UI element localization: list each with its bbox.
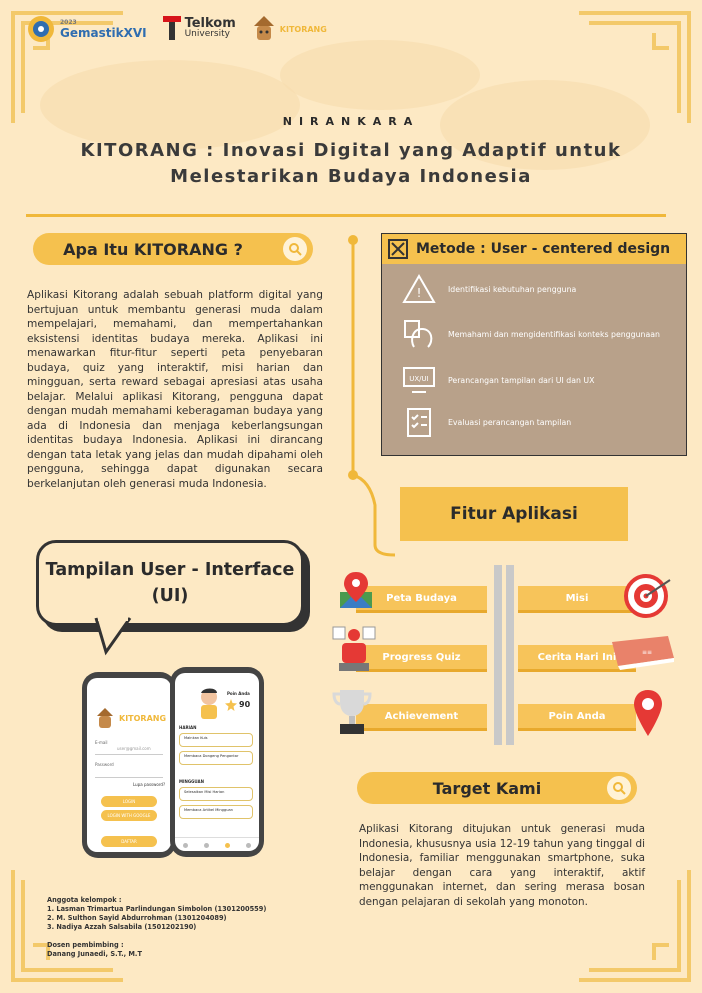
target-text: Aplikasi Kitorang ditujukan untuk generasi muda Indonesia, khususnya usia 12-19 tahun yang tinggal di Indonesia, familiar menggunakan smartphone, suka belajar dengan cara yang interaktif, aktif menggunakan internet, dan sering merasa bosan dengan pelajaran di sekolah yang monoton. <box>359 823 645 908</box>
corner-ornament-top-right <box>574 8 694 128</box>
kitorang-name: KITORANG <box>279 24 327 34</box>
kitorang-mascot-icon <box>252 14 276 44</box>
feature-label: Cerita Hari Ini <box>537 651 617 663</box>
feature-misi <box>518 586 636 613</box>
team-name: NIRANKARA <box>282 115 420 128</box>
kitorang-mascot-icon <box>95 706 115 730</box>
nav-map-icon[interactable] <box>204 843 209 848</box>
nav-mission-icon[interactable] <box>225 843 230 848</box>
mission-card[interactable]: Selesaikan Misi Harian <box>179 787 253 801</box>
svg-text:≡≡: ≡≡ <box>642 649 653 656</box>
mission-card[interactable]: Mainkan Kuis <box>179 733 253 747</box>
alert-user-icon <box>402 274 436 304</box>
metode-step-label: Identifikasi kebutuhan pengguna <box>448 284 577 294</box>
daily-section: HARIAN <box>179 725 197 730</box>
ui-heading-line-1: Tampilan User - Interface <box>45 560 295 580</box>
metode-steps-box <box>381 264 687 456</box>
feature-label: Peta Budaya <box>386 592 457 604</box>
logo-row <box>26 14 327 44</box>
member-item: 3. Nadiya Azzah Salsabila (1501202190) <box>47 923 197 931</box>
google-login-button[interactable]: LOGIN WITH GOOGLE <box>101 810 157 821</box>
feature-label: Poin Anda <box>548 710 606 722</box>
gemastik-emblem-icon <box>26 14 56 44</box>
trophy-icon <box>332 688 372 736</box>
kitorang-logo <box>252 14 327 44</box>
telkom-name: Telkom <box>184 16 236 31</box>
checklist-icon <box>402 407 436 437</box>
feature-label: Progress Quiz <box>382 651 461 663</box>
email-label: E-mail <box>95 740 108 745</box>
metode-heading: Metode : User - centered design <box>416 241 671 257</box>
about-text: Aplikasi Kitorang adalah sebuah platform digital yang bertujuan untuk membantu generasi muda dalam mempelajari, memahami, dan mempertahankan eksistensi identitas budaya mereka. Aplikasi ini menawarkan fitur-fitur seperti peta penyebaran budaya, quiz yang interaktif, misi harian dan mingguan, serta reward sebagai apresiasi atas usaha belajar. Melalui aplikasi Kitorang, pengguna dapat dengan mudah memahami keberagaman budaya yang ada di Indonesia dan menjaga keberlangsungan identitas budaya Indonesia. Aplikasi ini dirancang dengan tata letak yang jelas dan mudah dipahami oleh pengguna, sehingga dapat digunakan secara berkelanjutan oleh generasi muda Indonesia. <box>27 289 323 490</box>
map-pin-icon <box>336 570 376 612</box>
phone-missions <box>170 667 264 857</box>
weekly-section: MINGGUAN <box>179 779 204 784</box>
gemastik-logo <box>26 14 147 44</box>
avatar-icon <box>195 687 223 719</box>
title-line-1: KITORANG : Inovasi Digital yang Adaptif untuk <box>80 140 622 161</box>
bubble-tail <box>90 616 140 656</box>
mission-card[interactable]: Membaca Artikel Mingguan <box>179 805 253 819</box>
password-field[interactable] <box>95 768 163 778</box>
feature-label: Misi <box>565 592 589 604</box>
gemastik-year: 2023 <box>60 18 77 26</box>
about-heading-pill <box>33 233 313 265</box>
nav-profile-icon[interactable] <box>246 843 251 848</box>
search-icon <box>607 776 631 800</box>
svg-text:!: ! <box>416 286 422 300</box>
search-icon <box>283 237 307 261</box>
about-heading: Apa Itu KITORANG ? <box>63 239 243 259</box>
advisor-name: Danang Junaedi, S.T., M.T <box>47 950 142 958</box>
phone-login-screen <box>87 678 171 852</box>
advisor-heading: Dosen pembimbing : <box>47 941 124 949</box>
bottom-nav <box>175 837 259 851</box>
title-line-2: Melestarikan Budaya Indonesia <box>170 166 532 187</box>
head-document-icon <box>402 319 436 349</box>
feature-achievement <box>356 704 487 731</box>
metode-step <box>402 365 594 395</box>
points-value: 90 <box>239 700 251 709</box>
telkom-logo <box>163 16 236 42</box>
quiz-robot-icon <box>331 625 377 673</box>
email-field[interactable]: user@gmail.com <box>95 746 163 755</box>
mission-card[interactable]: Membaca Dongeng Pengantar <box>179 751 253 765</box>
member-item: 1. Lasman Trimartua Parlindungan Simbolon (1301200559) <box>47 905 267 913</box>
title-divider <box>26 214 666 217</box>
target-heading: Target Kami <box>432 778 542 798</box>
monitor-ux-ui-icon <box>402 365 436 395</box>
poster-title <box>60 138 642 190</box>
telkom-emblem-icon <box>163 16 181 42</box>
metode-step <box>402 407 571 437</box>
members-block <box>47 896 266 959</box>
location-pin-icon <box>632 688 664 738</box>
phone-missions-screen <box>175 673 259 851</box>
login-button[interactable]: LOGIN <box>101 796 157 807</box>
password-label: Password <box>95 762 114 767</box>
gemastik-name: GemastikXVI <box>60 25 147 40</box>
telkom-sub: University <box>184 29 230 39</box>
uxui-label: UX/UI <box>409 375 429 383</box>
app-brand: KITORANG <box>119 714 167 723</box>
metode-step <box>402 274 576 304</box>
ui-heading-bubble <box>36 540 304 626</box>
metode-step <box>402 319 660 349</box>
points-label: Poin Anda <box>227 691 250 696</box>
close-box-icon <box>388 239 408 259</box>
ui-heading-line-2: (UI) <box>151 586 189 606</box>
members-heading: Anggota kelompok : <box>47 896 122 904</box>
metode-step-label: Evaluasi perancangan tampilan <box>448 417 572 427</box>
feature-post <box>494 565 502 745</box>
feature-post <box>506 565 514 745</box>
metode-step-label: Perancangan tampilan dari UI dan UX <box>448 375 595 385</box>
feature-poin-anda <box>518 704 636 731</box>
star-icon <box>225 699 237 711</box>
fitur-heading-box <box>400 487 628 541</box>
register-button[interactable]: DAFTAR <box>101 836 157 847</box>
map-shape <box>280 40 480 110</box>
forgot-password-link[interactable]: Lupa password? <box>133 782 166 787</box>
book-icon <box>608 632 678 672</box>
feature-label: Achievement <box>384 710 459 722</box>
metode-heading-bar <box>381 233 687 265</box>
target-heading-pill <box>357 772 637 804</box>
fitur-heading: Fitur Aplikasi <box>450 504 578 524</box>
nav-home-icon[interactable] <box>183 843 188 848</box>
phone-login <box>82 672 176 858</box>
target-icon <box>624 574 672 618</box>
metode-step-label: Memahami dan mengidentifikasi konteks penggunaan <box>448 329 660 339</box>
member-item: 2. M. Sulthon Sayid Abdurrohman (1301204089) <box>47 914 227 922</box>
